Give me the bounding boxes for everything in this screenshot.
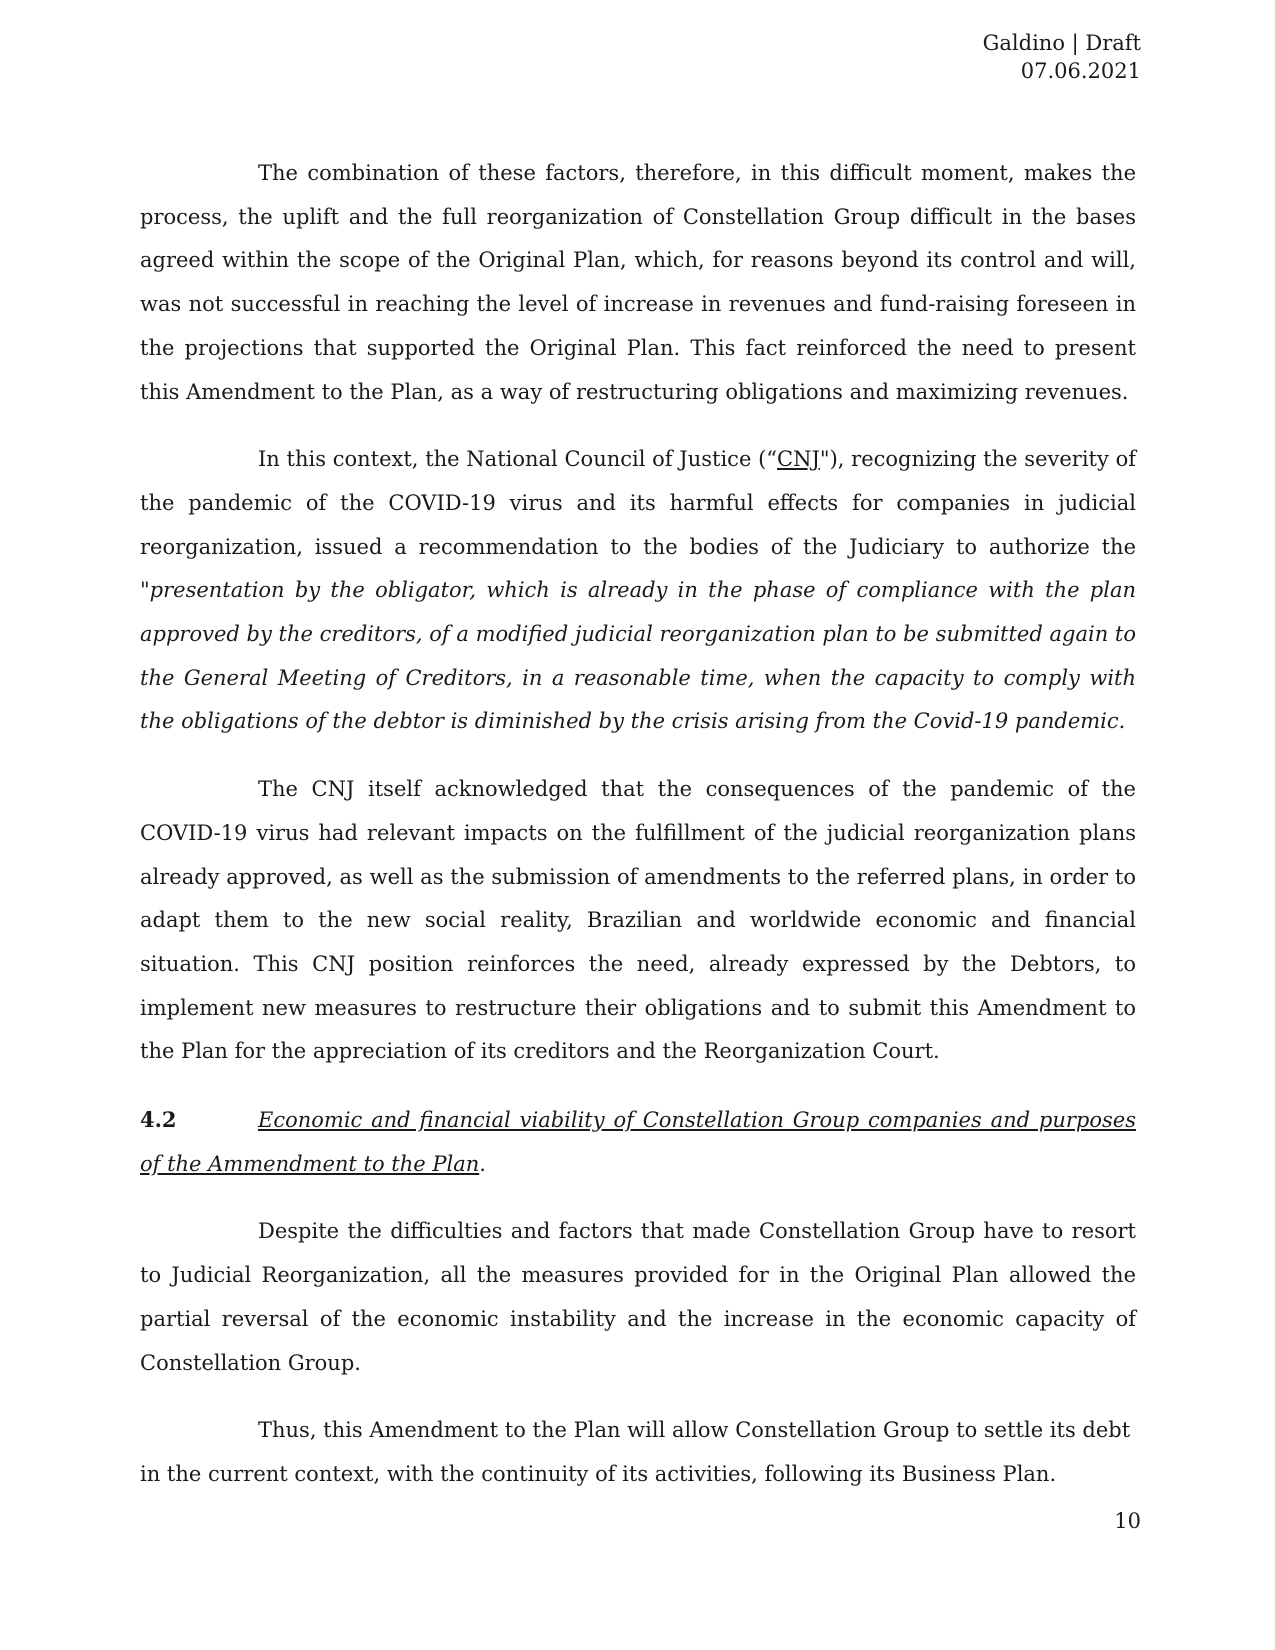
- document-body: [140, 152, 1136, 1521]
- page-number: 10: [1114, 1509, 1141, 1533]
- cnj-defined-term: CNJ: [777, 447, 820, 472]
- paragraph-cnj-acknowledgement: The CNJ itself acknowledged that the consequences of the pandemic of the COVID-19 virus had relevant impacts on the fulfillment of the judicial reorganization plans already approved, as well as the submission of amendments to the referred plans, in order to adapt them to the new social reality, Brazilian and worldwide economic and financial situation. This CNJ position reinforces the need, already expressed by the Debtors, to implement new measures to restructure their obligations and to submit this Amendment to the Plan for the appreciation of its creditors and the Reorganization Court.: [140, 777, 1136, 1064]
- paragraph-settle-debt: Thus, this Amendment to the Plan will allow Constellation Group to settle its debt in the current context, with the continuity of its activities, following its Business Plan.: [140, 1418, 1131, 1486]
- section-number: 4.2: [140, 1107, 177, 1133]
- paragraph-text: In this context, the National Council of Justice (“: [258, 447, 778, 472]
- header-author-status: Galdino | Draft: [982, 31, 1141, 55]
- section-heading: [140, 1098, 1136, 1186]
- paragraph-text: "), recognizing the severity of the pandemic of the COVID-19 virus and its harmful effects for companies in judicial reorganization, issued a recommendation to the bodies of the Judiciary to authorize the: [140, 447, 1136, 559]
- document-header: [983, 29, 1141, 85]
- cnj-quotation: "presentation by the obligator, which is already in the phase of compliance with the plan approved by the creditors, of a modified judicial reorganization plan to be submitted again to the General Meeting of Creditors, in a reasonable time, when the capacity to comply with the obligations of the debtor is diminished by the crisis arising from the Covid-19 pandemic.: [140, 578, 1136, 734]
- paragraph-combination-of-factors: The combination of these factors, therefore, in this difficult moment, makes the process, the uplift and the full reorganization of Constellation Group difficult in the bases agreed within the scope of the Original Plan, which, for reasons beyond its control and will, was not successful in reaching the level of increase in revenues and fund-raising foreseen in the projections that supported the Original Plan. This fact reinforced the need to present this Amendment to the Plan, as a way of restructuring obligations and maximizing revenues.: [140, 161, 1136, 404]
- section-title: Economic and financial viability of Constellation Group companies and purposes of the Ammendment to the Plan: [140, 1108, 1136, 1176]
- section-title-period: .: [479, 1151, 486, 1176]
- header-date: 07.06.2021: [1020, 59, 1141, 83]
- paragraph-partial-reversal: Despite the difficulties and factors that made Constellation Group have to resort to Judicial Reorganization, all the measures provided for in the Original Plan allowed the partial reversal of the economic instability and the increase in the economic capacity of Constellation Group.: [140, 1219, 1136, 1375]
- paragraph-cnj-recommendation: [140, 438, 1136, 744]
